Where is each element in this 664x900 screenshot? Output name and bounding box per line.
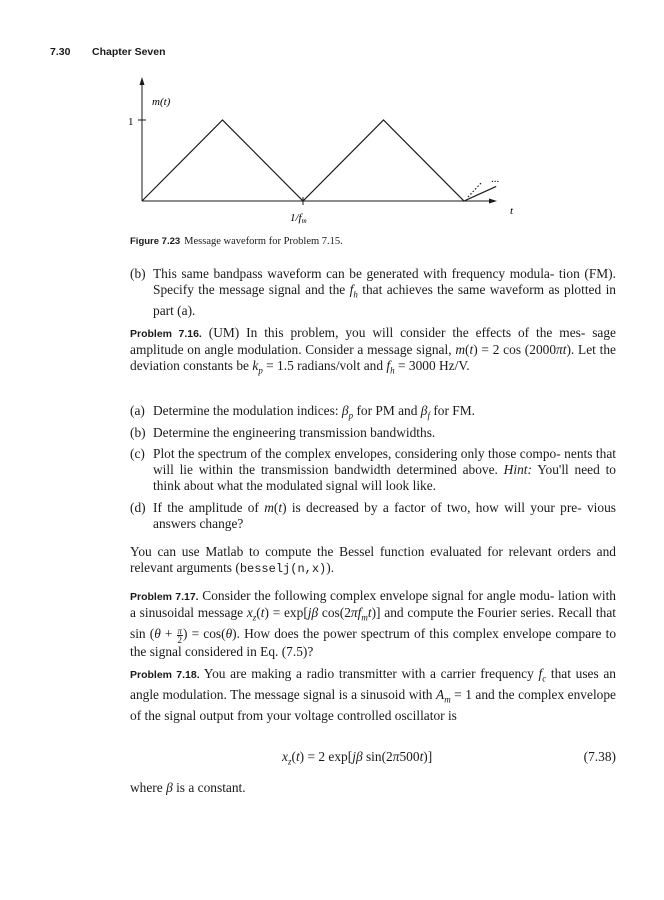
item-c-hint-label: Hint: xyxy=(503,462,532,478)
chapter-title: Chapter Seven xyxy=(92,46,166,58)
waveform-line xyxy=(142,120,496,201)
figure-caption xyxy=(130,236,343,247)
item-c-text: Plot the spectrum of the complex envelopes, considering only those compo- nents that will lie within the transmission bandwidth determined above. xyxy=(153,446,616,478)
pi-over-2: $\frac{\pi}{2}$ xyxy=(177,625,183,645)
problem-7-16-label: Problem 7.16. xyxy=(130,328,202,340)
problem-7-18-after: where β is a constant. xyxy=(130,780,246,795)
x-axis-label: t xyxy=(510,205,514,217)
figure-label: Figure 7.23 xyxy=(130,236,181,247)
equation-body: $x_z(t) = 2$ exp[jβ sin(2π500t)] xyxy=(282,749,433,767)
item-c-marker: (c) xyxy=(130,446,145,461)
problem-7-16-item-a: (a) Determine the modulation indices: $\beta_p$ for PM and $\beta_f$ for FM. xyxy=(130,403,475,421)
equation-number: (7.38) xyxy=(583,749,616,764)
problem-7-17-label: Problem 7.17. xyxy=(130,591,199,603)
item-b-text: Determine the engineering transmission bandwidths. xyxy=(153,425,436,440)
item-a-marker: (a) xyxy=(130,403,145,418)
part-b-prev-marker: (b) xyxy=(130,266,146,281)
item-c-hint-text: You'll need to think about what the modulated signal will look like. xyxy=(153,462,616,494)
problem-7-16: Problem 7.16. (UM) In this problem, you will consider the effects of the mes- sage amplitude on angle modulation. Consider a message signal, m(t) = 2 cos (2000πt). Let the deviation constants be $k_p = 1.5$ radians/volt and $f_h = 3000$ Hz/V. xyxy=(130,325,617,377)
continuation-ellipsis: ... xyxy=(491,173,500,185)
part-b-prev: (b) This same bandpass waveform can be generated with frequency modula- tion (FM). Specify the message signal and the $f_h$ that achieves the same waveform as plotted in part (a). xyxy=(130,266,616,319)
equation-7-38 xyxy=(130,749,616,767)
problem-7-17: Problem 7.17. Consider the following complex envelope signal for angle modu- lation with a sinusoidal message $x_z(t) = \exp[j\beta$ $\cos(2\pi f_mt)$] and compute the Fourier series. Recall that sin (θ + $\frac{\pi}{2}$ ) = cos(θ). How does the power spectrum of this complex envelope compare to the signal considered in Eq. (7.5)? xyxy=(130,588,617,659)
y-axis-label: m(t) xyxy=(152,96,171,108)
problem-7-16-item-d: (d) If the amplitude of m(t) is decreased by a factor of two, how will your pre- vious answers change? xyxy=(130,500,616,532)
figure-message-waveform xyxy=(0,0,664,230)
item-d-marker: (d) xyxy=(130,500,146,515)
problem-7-18: Problem 7.18. You are making a radio transmitter with a carrier frequency $f_c$ that uses an angle modulation. The message signal is a sinusoid with $A_m = 1$ and the complex envelope of the signal output from your voltage controlled oscillator is xyxy=(130,666,616,723)
y-axis-arrow xyxy=(140,77,145,85)
problem-7-18-label: Problem 7.18. xyxy=(130,669,200,681)
item-b-marker: (b) xyxy=(130,425,146,440)
matlab-code: besselj(n,x) xyxy=(239,562,327,577)
problem-7-16-item-c xyxy=(130,446,616,495)
matlab-note: You can use Matlab to compute the Bessel function evaluated for relevant orders and relevant arguments (besselj(n,x)). xyxy=(130,544,616,577)
x-axis-arrow xyxy=(489,199,497,204)
waveform-dotted-continuation xyxy=(468,182,482,197)
y-tick-label: 1 xyxy=(128,116,134,128)
section-number: 7.30 xyxy=(50,46,71,58)
figure-caption-text: Message waveform for Problem 7.15. xyxy=(184,236,343,247)
x-tick-label: 1/fm xyxy=(290,212,307,225)
matlab-text: You can use Matlab to compute the Bessel function evaluated for relevant orders and relevant arguments xyxy=(130,544,616,576)
problem-7-16-item-b xyxy=(130,425,616,441)
